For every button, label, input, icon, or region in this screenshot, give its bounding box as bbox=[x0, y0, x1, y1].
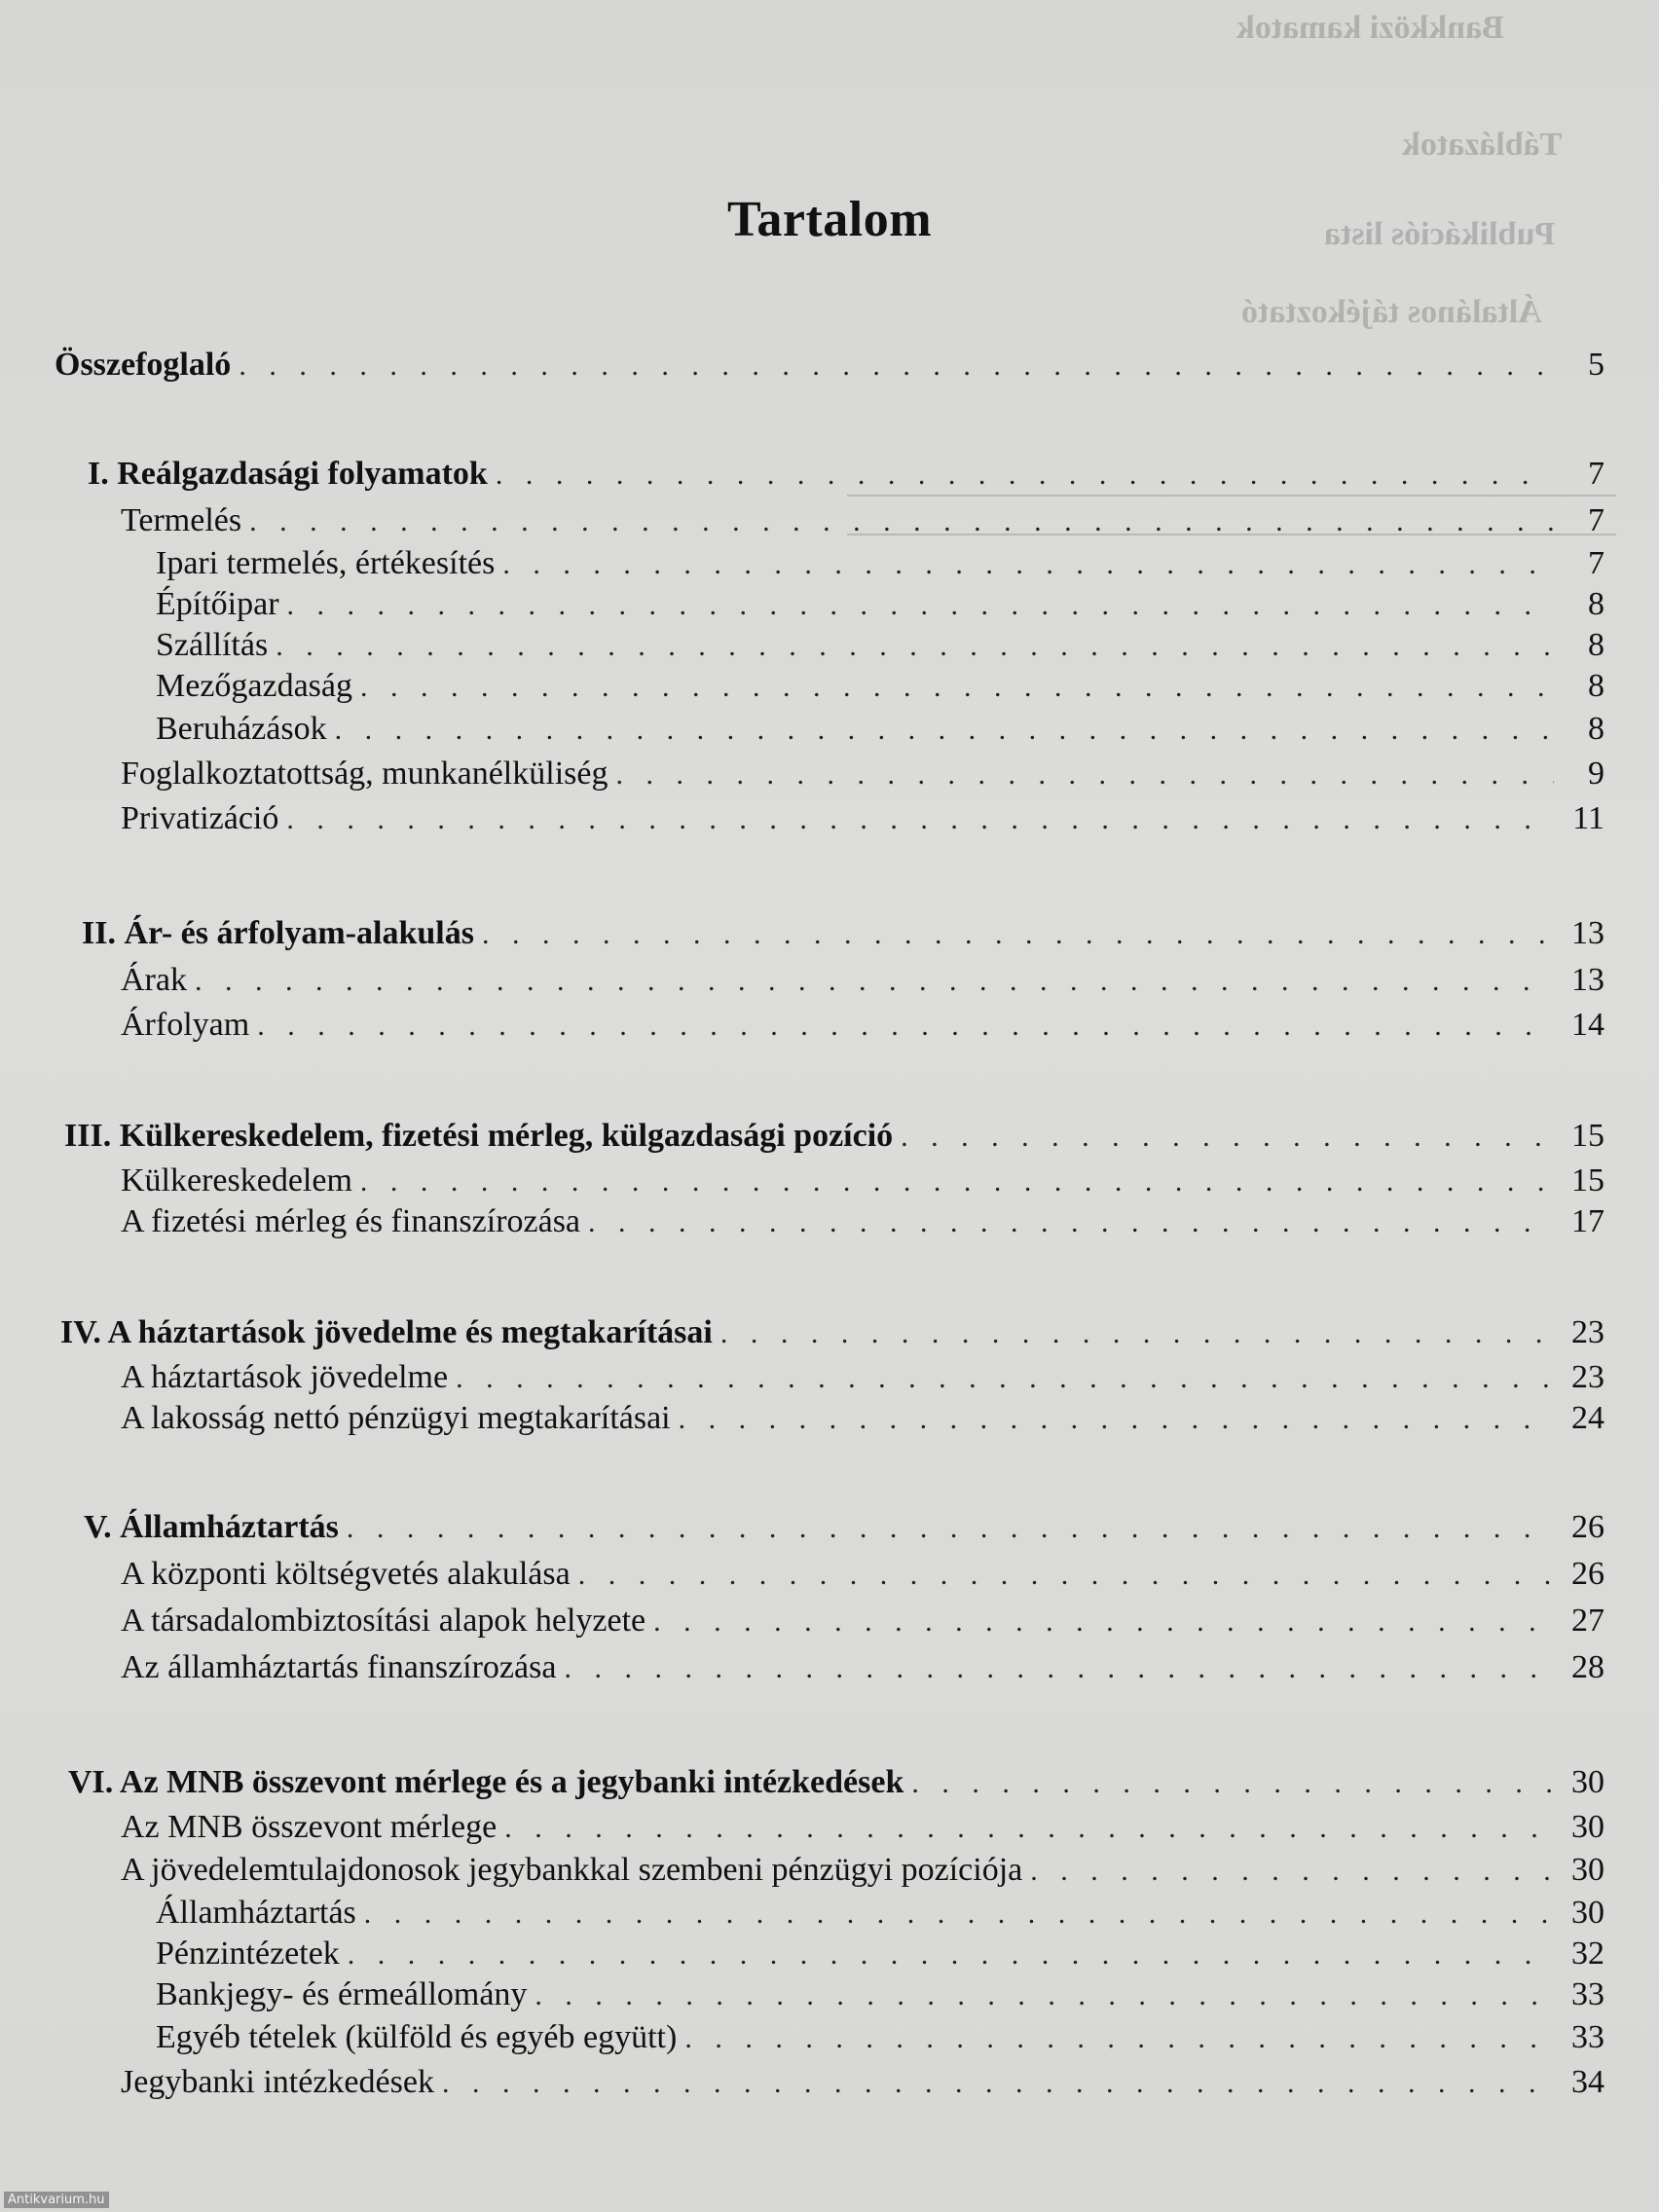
toc-page-number: 15 bbox=[1571, 1162, 1604, 1198]
toc-entry-label: A lakosság nettó pénzügyi megtakarításai bbox=[121, 1400, 671, 1436]
leader-dots bbox=[442, 2061, 1554, 2106]
leader-dots bbox=[653, 1600, 1554, 1644]
toc-section-iv bbox=[60, 1310, 1604, 1355]
page-title: Tartalom bbox=[726, 192, 933, 247]
toc-page-number: 5 bbox=[1588, 347, 1604, 383]
toc-page-number: 7 bbox=[1588, 456, 1604, 492]
watermark: Antikvarium.hu bbox=[4, 2192, 109, 2208]
toc-entry bbox=[156, 707, 1604, 752]
toc-entry-label: Az államháztartás finanszírozása bbox=[121, 1649, 557, 1685]
toc-page-number: 23 bbox=[1571, 1314, 1604, 1350]
toc-entry bbox=[121, 958, 1604, 1003]
leader-dots bbox=[535, 1973, 1554, 2018]
toc-entry-label: Árfolyam bbox=[121, 1007, 250, 1043]
toc-entry bbox=[121, 1003, 1604, 1048]
leader-dots bbox=[347, 1506, 1554, 1551]
toc-entry-label: Államháztartás bbox=[156, 1895, 356, 1931]
toc-page-number: 13 bbox=[1571, 915, 1604, 951]
toc-section-i bbox=[88, 452, 1604, 497]
toc-entry-label: Külkereskedelem bbox=[121, 1162, 352, 1198]
show-through-heading: Bankközi kamatok bbox=[1236, 10, 1504, 46]
toc-page-number: 7 bbox=[1588, 502, 1604, 538]
toc-entry bbox=[121, 1848, 1604, 1893]
toc-entry bbox=[121, 1396, 1604, 1441]
toc-page-number: 8 bbox=[1588, 711, 1604, 747]
toc-entry bbox=[156, 1932, 1604, 1976]
toc-page-number: 34 bbox=[1571, 2064, 1604, 2100]
toc-page-number: 11 bbox=[1572, 800, 1604, 836]
leader-dots bbox=[257, 1004, 1554, 1049]
toc-entry-label: II. Ár- és árfolyam-alakulás bbox=[82, 915, 474, 951]
toc-section-iii bbox=[64, 1114, 1604, 1159]
toc-entry bbox=[121, 1805, 1604, 1850]
toc-page-number: 30 bbox=[1571, 1852, 1604, 1888]
leader-dots bbox=[502, 542, 1554, 587]
leader-dots bbox=[720, 1311, 1554, 1356]
toc-section-v bbox=[84, 1505, 1604, 1550]
toc-entry-label: Ipari termelés, értékesítés bbox=[156, 545, 496, 581]
toc-entry bbox=[156, 1972, 1604, 2017]
leader-dots bbox=[360, 665, 1554, 710]
toc-page-number: 26 bbox=[1571, 1509, 1604, 1545]
toc-page-number: 30 bbox=[1571, 1809, 1604, 1845]
toc-section-ii bbox=[82, 911, 1604, 956]
toc-page-number: 13 bbox=[1571, 962, 1604, 998]
toc-page-number: 26 bbox=[1571, 1556, 1604, 1592]
leader-dots bbox=[564, 1646, 1554, 1691]
show-through-heading: Publikációs lista bbox=[1324, 216, 1556, 252]
toc-entry bbox=[121, 498, 1604, 543]
leader-dots bbox=[364, 1892, 1554, 1936]
toc-entry-label: A háztartások jövedelme bbox=[121, 1359, 449, 1395]
toc-section-vi bbox=[68, 1760, 1604, 1805]
leader-dots bbox=[287, 583, 1554, 628]
toc-page-number: 30 bbox=[1571, 1764, 1604, 1800]
leader-dots bbox=[348, 1933, 1554, 1977]
leader-dots bbox=[360, 1160, 1554, 1204]
toc-entry-label: Az MNB összevont mérlege bbox=[121, 1809, 498, 1845]
toc-entry-label: Összefoglaló bbox=[55, 347, 232, 383]
toc-entry-label: Egyéb tételek (külföld és egyéb együtt) bbox=[156, 2019, 678, 2055]
toc-entry-label: Beruházások bbox=[156, 711, 327, 747]
leader-dots bbox=[684, 2016, 1554, 2061]
toc-entry-osszefoglalo bbox=[55, 343, 1604, 387]
leader-dots bbox=[276, 624, 1554, 669]
toc-entry bbox=[156, 541, 1604, 586]
toc-page-number: 7 bbox=[1588, 545, 1604, 581]
toc-entry bbox=[156, 1891, 1604, 1936]
toc-page-number: 33 bbox=[1571, 1976, 1604, 2012]
leader-dots bbox=[615, 753, 1554, 797]
toc-entry-label: A társadalombiztosítási alapok helyzete bbox=[121, 1603, 646, 1639]
leader-dots bbox=[496, 453, 1554, 498]
toc-entry-label: Privatizáció bbox=[121, 800, 279, 836]
leader-dots bbox=[286, 797, 1554, 842]
toc-entry-label: A központi költségvetés alakulása bbox=[121, 1556, 571, 1592]
toc-entry-label: Mezőgazdaság bbox=[156, 668, 353, 704]
toc-entry-label: Termelés bbox=[121, 502, 242, 538]
leader-dots bbox=[335, 708, 1554, 753]
toc-entry bbox=[121, 1159, 1604, 1203]
toc-entry-label: Pénzintézetek bbox=[156, 1936, 340, 1972]
toc-page-number: 14 bbox=[1571, 1007, 1604, 1043]
toc-page-number: 24 bbox=[1571, 1400, 1604, 1436]
toc-page-number: 17 bbox=[1571, 1203, 1604, 1239]
leader-dots bbox=[456, 1356, 1554, 1401]
leader-dots bbox=[679, 1397, 1554, 1442]
toc-page-number: 9 bbox=[1588, 756, 1604, 792]
toc-entry bbox=[156, 2015, 1604, 2060]
toc-page-number: 28 bbox=[1571, 1649, 1604, 1685]
leader-dots bbox=[588, 1200, 1554, 1245]
toc-page-number: 32 bbox=[1571, 1936, 1604, 1972]
leader-dots bbox=[195, 959, 1554, 1004]
toc-page-number: 8 bbox=[1588, 668, 1604, 704]
toc-entry bbox=[121, 1199, 1604, 1244]
toc-entry-label: VI. Az MNB összevont mérlege és a jegybanki intézkedések bbox=[68, 1764, 904, 1800]
toc-entry bbox=[121, 796, 1604, 841]
toc-entry-label: A fizetési mérleg és finanszírozása bbox=[121, 1203, 581, 1239]
toc-entry-label: Árak bbox=[121, 962, 187, 998]
toc-entry-label: Szállítás bbox=[156, 627, 269, 663]
toc-entry-label: Jegybanki intézkedések bbox=[121, 2064, 434, 2100]
leader-dots bbox=[239, 344, 1554, 388]
leader-dots bbox=[482, 912, 1554, 957]
toc-entry bbox=[121, 1552, 1604, 1597]
toc-entry bbox=[121, 1355, 1604, 1400]
toc-entry-label: IV. A háztartások jövedelme és megtakarításai bbox=[60, 1314, 713, 1350]
toc-entry-label: V. Államháztartás bbox=[84, 1509, 339, 1545]
toc-entry-label: I. Reálgazdasági folyamatok bbox=[88, 456, 488, 492]
toc-page-number: 8 bbox=[1588, 586, 1604, 622]
leader-dots bbox=[901, 1115, 1554, 1160]
leader-dots bbox=[1030, 1849, 1554, 1894]
toc-page-number: 27 bbox=[1571, 1603, 1604, 1639]
toc-page-number: 8 bbox=[1588, 627, 1604, 663]
leader-dots bbox=[504, 1806, 1554, 1851]
toc-entry bbox=[156, 623, 1604, 668]
toc-entry bbox=[121, 1645, 1604, 1690]
show-through-heading: Táblázatok bbox=[1402, 127, 1563, 163]
toc-entry bbox=[156, 582, 1604, 627]
toc-entry-label: Építőipar bbox=[156, 586, 279, 622]
toc-entry-label: A jövedelemtulajdonosok jegybankkal szembeni pénzügyi pozíciója bbox=[121, 1852, 1023, 1888]
toc-entry-label: III. Külkereskedelem, fizetési mérleg, külgazdasági pozíció bbox=[64, 1118, 894, 1154]
toc-page-number: 23 bbox=[1571, 1359, 1604, 1395]
leader-dots bbox=[578, 1553, 1554, 1598]
toc-page-number: 30 bbox=[1571, 1895, 1604, 1931]
toc-entry-label: Bankjegy- és érmeállomány bbox=[156, 1976, 528, 2012]
show-through-heading: Általános tájékoztató bbox=[1241, 294, 1542, 330]
toc-page-number: 33 bbox=[1571, 2019, 1604, 2055]
leader-dots bbox=[249, 499, 1554, 544]
toc-entry bbox=[156, 664, 1604, 709]
toc-entry bbox=[121, 1599, 1604, 1643]
leader-dots bbox=[911, 1761, 1554, 1806]
toc-entry-label: Foglalkoztatottság, munkanélküliség bbox=[121, 756, 608, 792]
toc-entry bbox=[121, 752, 1604, 796]
toc-entry bbox=[121, 2060, 1604, 2105]
toc-page-number: 15 bbox=[1571, 1118, 1604, 1154]
